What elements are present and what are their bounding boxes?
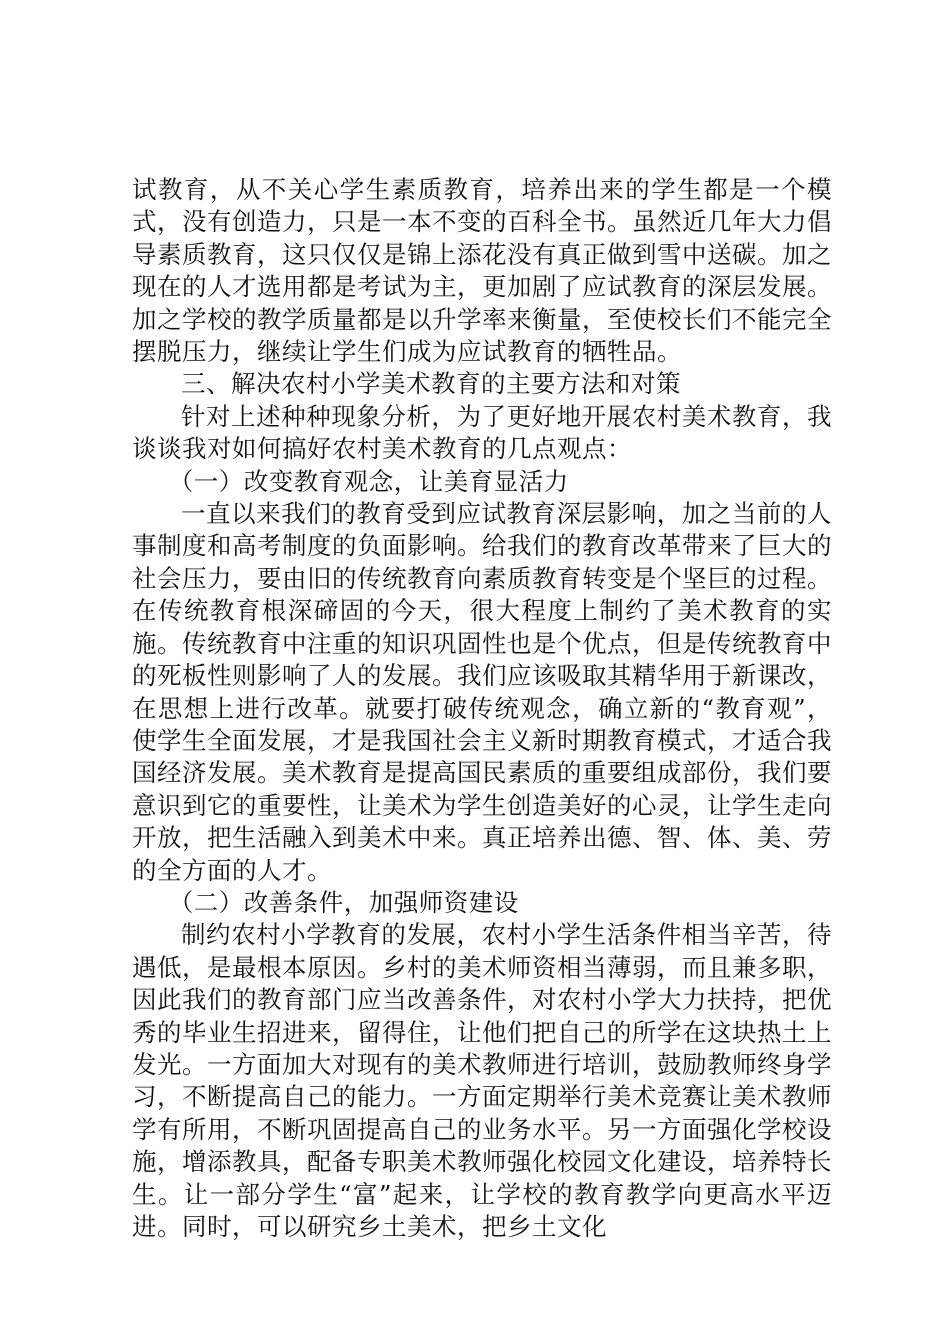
document-body	[132, 174, 832, 1243]
section-heading-three: 三、解决农村小学美术教育的主要方法和对策	[181, 369, 681, 399]
paragraph-teacher-conditions: 制约农村小学教育的发展，农村小学生活条件相当辛苦，待遇低，是最根本原因。乡村的美术师资相当薄弱，而且兼多职，因此我们的教育部门应当改善条件，对农村小学大力扶持，把优秀的毕业生招进来，留得住，让他们把自己的所学在这块热土上发光。一方面加大对现有的美术教师进行培训，鼓励教师终身学习，不断提高自己的能力。一方面定期举行美术竞赛让美术教师学有所用，不断巩固提高自己的业务水平。另一方面强化学校设施，增添教具，配备专职美术教师强化校园文化建设，培养特长生。让一部分学生“富”起来，让学校的教育教学向更高水平迈进。同时，可以研究乡土美术，把乡土文化	[132, 920, 832, 1241]
paragraph-continuation: 试教育，从不关心学生素质教育，培养出来的学生都是一个模式，没有创造力，只是一本不变的百科全书。虽然近几年大力倡导素质教育，这只仅仅是锦上添花没有真正做到雪中送碳。加之现在的人才选用都是考试为主，更加剧了应试教育的深层发展。加之学校的教学质量都是以升学率来衡量，至使校长们不能完全摆脱压力，继续让学生们成为应试教育的牺牲品。	[132, 175, 832, 367]
paragraph-education-concept: 一直以来我们的教育受到应试教育深层影响，加之当前的人事制度和高考制度的负面影响。给我们的教育改革带来了巨大的社会压力，要由旧的传统教育向素质教育转变是个坚巨的过程。在传统教育根深碲固的今天，很大程度上制约了美术教育的实施。传统教育中注重的知识巩固性也是个优点，但是传统教育中的死板性则影响了人的发展。我们应该吸取其精华用于新课改，在思想上进行改革。就要打破传统观念，确立新的“教育观”，使学生全面发展，才是我国社会主义新时期教育模式，才适合我国经济发展。美术教育是提高国民素质的重要组成部份，我们要意识到它的重要性，让美术为学生创造美好的心灵，让学生走向开放，把生活融入到美术中来。真正培养出德、智、体、美、劳的全方面的人才。	[132, 499, 832, 885]
subsection-heading-one: （一）改变教育观念，让美育显活力	[168, 466, 569, 496]
paragraph-intro: 针对上述种种现象分析，为了更好地开展农村美术教育，我谈谈我对如何搞好农村美术教育的几点观点：	[132, 401, 832, 464]
subsection-heading-two: （二）改善条件，加强师资建设	[168, 887, 519, 917]
